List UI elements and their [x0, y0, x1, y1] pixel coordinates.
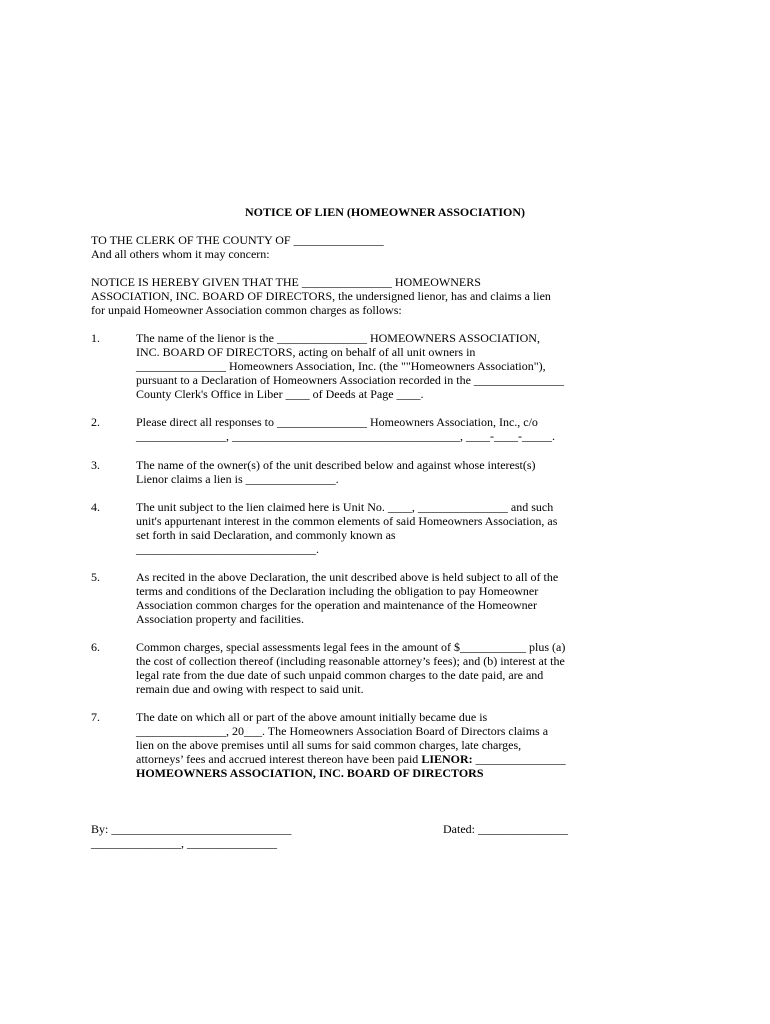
addressee-line: And all others whom it may concern:	[91, 247, 270, 261]
clause-line: the cost of collection thereof (including reasonable attorney’s fees); and (b) interest at the	[136, 654, 565, 668]
notice-line: NOTICE IS HEREBY GIVEN THAT THE _______________ HOMEOWNERS	[91, 275, 481, 289]
signature-by-line: By: ______________________________	[91, 822, 292, 836]
clause-body	[136, 415, 691, 443]
clause-number: 5.	[91, 570, 100, 584]
clause-line: unit's appurtenant interest in the common elements of said Homeowners Association, as	[136, 514, 558, 528]
clause-line: Common charges, special assessments legal fees in the amount of $___________ plus (a)	[136, 640, 566, 654]
clause-line: lien on the above premises until all sums for said common charges, late charges,	[136, 738, 522, 752]
clause-body	[136, 500, 691, 556]
clause-line: Please direct all responses to _______________ Homeowners Association, Inc., c/o	[136, 415, 538, 429]
clause-line	[136, 752, 691, 766]
lienor-name: HOMEOWNERS ASSOCIATION, INC. BOARD OF DIRECTORS	[136, 766, 484, 780]
clause-number: 4.	[91, 500, 100, 514]
clause-line: ______________________________.	[136, 542, 319, 556]
clause-line: The name of the owner(s) of the unit described below and against whose interest(s)	[136, 458, 536, 472]
clause-line: As recited in the above Declaration, the unit described above is held subject to all of the	[136, 570, 559, 584]
clause-line: Lienor claims a lien is _______________.	[136, 472, 339, 486]
clause-number: 6.	[91, 640, 100, 654]
clause-line: terms and conditions of the Declaration including the obligation to pay Homeowner	[136, 584, 539, 598]
signature-name-title-line: _______________, _______________	[91, 836, 277, 850]
clause-number: 7.	[91, 710, 100, 724]
clause-line: The unit subject to the lien claimed here is Unit No. ____, _______________ and such	[136, 500, 554, 514]
clause-line: pursuant to a Declaration of Homeowners Association recorded in the _______________	[136, 373, 564, 387]
signature-dated-line: Dated: _______________	[443, 822, 568, 836]
notice-line: for unpaid Homeowner Association common charges as follows:	[91, 303, 402, 317]
clause-body	[136, 458, 691, 486]
clause-line: Association property and facilities.	[136, 612, 304, 626]
clause-line: set forth in said Declaration, and commonly known as	[136, 528, 396, 542]
clause-number: 1.	[91, 331, 100, 345]
clause-line: legal rate from the due date of such unpaid common charges to the date paid, are and	[136, 668, 544, 682]
lienor-blank: _______________	[472, 752, 566, 766]
notice-paragraph	[91, 275, 691, 317]
clause-number: 2.	[91, 415, 100, 429]
addressee-line: TO THE CLERK OF THE COUNTY OF _______________	[91, 233, 384, 247]
clause-line: The date on which all or part of the above amount initially became due is	[136, 710, 488, 724]
clause-body	[136, 710, 691, 780]
lienor-label: LIENOR:	[421, 752, 473, 766]
clause-line: _______________, 20___. The Homeowners Association Board of Directors claims a	[136, 724, 549, 738]
document-title: NOTICE OF LIEN (HOMEOWNER ASSOCIATION)	[244, 205, 526, 219]
clause-line: remain due and owing with respect to said unit.	[136, 682, 364, 696]
clause-text: attorneys’ fees and accrued interest thereon have been paid	[136, 752, 422, 766]
clause-body	[136, 570, 691, 626]
clause-line: County Clerk's Office in Liber ____ of Deeds at Page ____.	[136, 387, 424, 401]
clause-number: 3.	[91, 458, 100, 472]
clause-line: Association common charges for the operation and maintenance of the Homeowner	[136, 598, 537, 612]
clause-line: The name of the lienor is the _______________ HOMEOWNERS ASSOCIATION,	[136, 331, 540, 345]
clause-body	[136, 331, 691, 401]
clause-body	[136, 640, 691, 696]
clause-line: _______________, ______________________________________, ____-____-_____.	[136, 429, 555, 443]
clause-line: _______________ Homeowners Association, Inc. (the ""Homeowners Association"),	[136, 359, 546, 373]
addressee-block	[91, 233, 691, 261]
notice-line: ASSOCIATION, INC. BOARD OF DIRECTORS, the undersigned lienor, has and claims a lien	[91, 289, 551, 303]
clause-line: INC. BOARD OF DIRECTORS, acting on behalf of all unit owners in	[136, 345, 476, 359]
